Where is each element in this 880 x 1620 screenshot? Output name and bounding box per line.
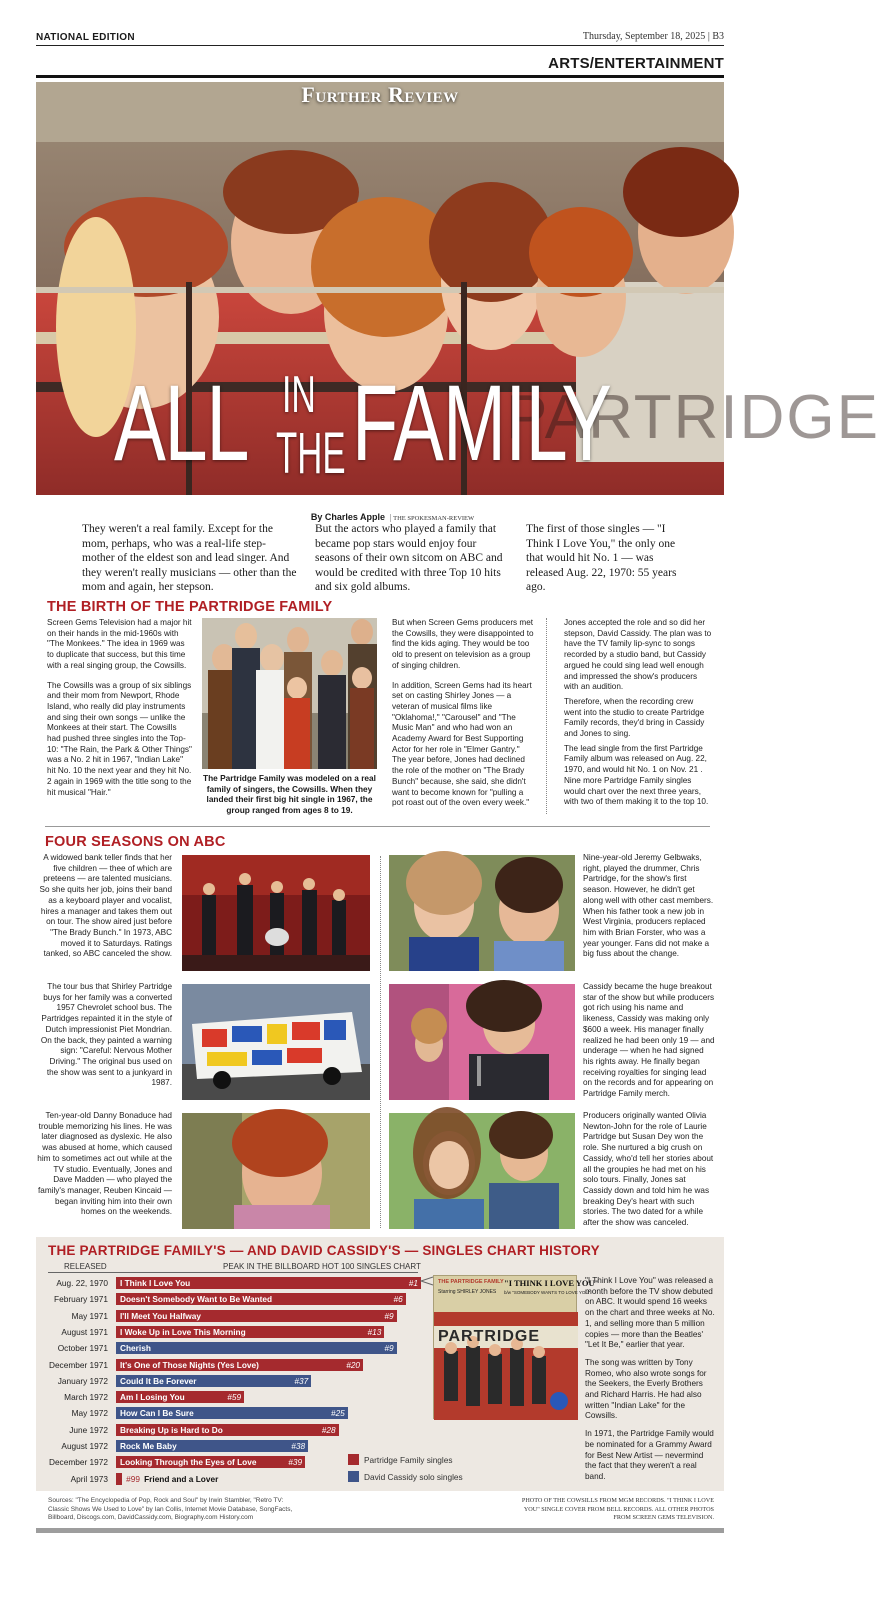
david-cassidy-photo: [389, 984, 575, 1100]
chart-row-date: April 1973: [70, 1473, 108, 1484]
chart-bar-rank: #37: [294, 1375, 309, 1386]
birth-col-2: [392, 618, 534, 818]
chart-bar: [116, 1293, 406, 1305]
chart-bar: [116, 1342, 397, 1354]
chart-bar-title: How Can I Be Sure: [120, 1408, 194, 1419]
sleeve-song: "I THINK I LOVE YOU": [504, 1278, 600, 1288]
cowsills-photo: [202, 618, 377, 769]
chart-bar: [116, 1473, 219, 1485]
chart-note-3: In 1971, the Partridge Family would be nominated for a Grammy Award for Best New Artist — nevermind the fact that they weren't a real band.: [585, 1429, 714, 1481]
chart-row-date: December 1971: [48, 1359, 108, 1370]
chart-bar-title: Looking Through the Eyes of Love: [120, 1457, 257, 1468]
legend-pf-swatch: [348, 1454, 359, 1465]
sources: Sources: "The Encyclopedia of Pop, Rock and Soul" by Irwin Stambler, "Retro TV: Classic Shows We Used to Love" by Ian Collis, Internet Movie Database, SongFacts, Billboard, Discogs.com, DavidCassidy.com, Biography.com History.com: [48, 1497, 293, 1522]
bus-lettering: PARTRIDGE: [506, 383, 880, 452]
sleeve-bus-lettering: PARTRIDGE: [438, 1328, 541, 1345]
record-sleeve: [433, 1275, 600, 1419]
sleeve-band: THE PARTRIDGE FAMILY: [438, 1279, 504, 1285]
chart-row-date: June 1972: [69, 1424, 108, 1435]
season-blurb-left-2: The tour bus that Shirley Partridge buys for her family was a converted 1957 Chevrolet school bus. The Partridges repainted it in the style of Dutch impressionist Piet Mondrian. On the back, they painted a warning sign: "Careful: Nervous Mother Driving." The original bus used on the show was sent to a junkyard in 1987.: [40, 982, 172, 1088]
chart-bar-rank: #59: [227, 1392, 242, 1403]
chart-bar-rank: #39: [288, 1457, 303, 1468]
birth-col-3: [564, 618, 712, 817]
dateline: [583, 31, 724, 42]
season-blurb-left-1: A widowed bank teller finds that her five children — thee of which are preteens — are talented musicians. So she quits her job, joins their band as a keyboard player and vocalist, hires a manager and takes them out on tour. The show aired just before "The Brady Bunch." In 1973, ABC moved it to Saturdays. Ratings tanked, so ABC canceled the show.: [39, 853, 172, 959]
chart-note-1: "I Think I Love You" was released a month before the TV show debuted on ABC. It would spend 16 weeks on the chart and three weeks at No. 1, and selling more than 5 million copies — more than the Beatles' "Let It Be," earlier that year.: [585, 1276, 715, 1350]
seasons-col-divider: [380, 856, 381, 1228]
chart-row-date: January 1972: [57, 1375, 108, 1386]
chart-col-released: RELEASED: [64, 1262, 107, 1271]
chart-bar: [116, 1456, 305, 1468]
chart-bar-title: Could It Be Forever: [120, 1375, 197, 1386]
headline-family: FAMILY: [352, 362, 612, 483]
chart-row: [36, 1358, 456, 1372]
chart-row-date: August 1972: [61, 1441, 108, 1451]
legend-pf-label: Partridge Family singles: [364, 1455, 453, 1465]
birth-col-1-p1: Screen Gems Television had a major hit on their hands in the mid-1960s with "The Monkees." The idea in 1969 was to duplicate that success, but this time with a real singing group, the Cowsills.: [47, 618, 192, 670]
chart-bar-rank: #13: [367, 1326, 382, 1337]
headline-the: THE: [276, 421, 346, 486]
photo-credits: PHOTO OF THE COWSILLS FROM MGM RECORDS. "I THINK I LOVE YOU" SINGLE COVER FROM BELL RECORDS. ALL OTHER PHOTOS FROM SCREEN GEMS TELEVISION.: [521, 1497, 714, 1522]
legend-dc-swatch: [348, 1471, 359, 1482]
chart-bar-title: It's One of Those Nights (Yes Love): [120, 1359, 259, 1370]
birth-col-1: [47, 618, 192, 807]
page-number: B3: [712, 31, 724, 42]
chart-bar-title: Breaking Up is Hard to Do: [120, 1424, 223, 1435]
chart-row: [36, 1406, 456, 1420]
hero-photo: [36, 82, 880, 495]
hero-headline: [36, 347, 724, 495]
chart-row-date: May 1971: [71, 1310, 108, 1321]
cowsills-caption: The Partridge Family was modeled on a real family of singers, the Cowsills. When they landed their first big hit single in 1967, the group ranged from ages 8 to 19.: [203, 773, 376, 815]
chart-bar: [116, 1407, 348, 1419]
edition-label: NATIONAL EDITION: [36, 32, 135, 43]
chart-bar-title: Rock Me Baby: [120, 1441, 177, 1451]
headline-in: IN: [282, 366, 316, 424]
hero-kicker: Further Review: [301, 82, 459, 107]
chart-bar-rank: #99: [126, 1473, 140, 1484]
chart-bar: [116, 1391, 244, 1403]
chart-row-date: October 1971: [57, 1343, 108, 1354]
chart-row: [36, 1292, 456, 1306]
chart-bar-title: I'll Meet You Halfway: [120, 1310, 201, 1321]
season-blurb-left-3: Ten-year-old Danny Bonaduce had trouble memorizing his lines. He was later diagnosed as dyslexic. He also was abused at home, which caused him to sometimes act out while at the TV studio. Eventually, Jones and Dave Madden — who played the family's manager, Reuben Kincaid — began inviting him into their own homes on the weekends.: [37, 1111, 172, 1217]
chart-bar-title: I Woke Up in Love This Morning: [120, 1326, 246, 1337]
chart-row: [36, 1374, 456, 1388]
chart-bar-rank: #20: [346, 1359, 361, 1370]
byline-sep: |: [389, 513, 394, 522]
danny-bonaduce-photo: [182, 1113, 370, 1229]
chart-bar-title: Am I Losing You: [120, 1392, 185, 1403]
dateline-sep: |: [707, 31, 713, 42]
chart-bar: [116, 1440, 308, 1452]
sleeve-starring: Starring SHIRLEY JONES: [438, 1289, 497, 1295]
birth-col-divider: [546, 618, 547, 814]
byline-outlet: THE SPOKESMAN-REVIEW: [393, 515, 475, 522]
birth-col-2-p1: But when Screen Gems producers met the Cowsills, they were disappointed to find the kids aging. They would be too old to present on television as a group of singing children.: [392, 618, 534, 670]
intro-col-3: The first of those singles — "I Think I Love You," the only one that would hit No. 1 — was released Aug. 22, 1970: 55 years ago.: [526, 523, 677, 593]
birth-bottom-rule: [45, 826, 710, 827]
chart-row: [36, 1309, 456, 1323]
sleeve-pointer: [417, 1275, 435, 1287]
chart-bar-rank: #6: [393, 1294, 403, 1305]
section-title: ARTS/ENTERTAINMENT: [548, 55, 724, 72]
chart-row: [36, 1439, 456, 1453]
chart-bar-title: I Think I Love You: [120, 1278, 191, 1288]
intro-col-1: They weren't a real family. Except for the mom, perhaps, who was a real-life step-mother of the eldest son and lead singer. And they weren't really musicians — other than the mom and again, her stepson.: [82, 523, 297, 593]
chart-bar-rank: #9: [384, 1310, 394, 1321]
chart-notes: [585, 1276, 715, 1490]
chart-bar: [116, 1424, 339, 1436]
sleeve-flip: b/w "SOMEBODY WANTS TO LOVE YOU": [504, 1290, 591, 1295]
chart-row: [36, 1423, 456, 1437]
chart-bar-rank: #1: [408, 1278, 418, 1288]
chart-bar-title: Friend and a Lover: [144, 1473, 219, 1484]
jeremy-gelbwaks-photo: [389, 855, 575, 971]
tour-bus-photo: [182, 984, 370, 1100]
chart-bar-rank: #28: [321, 1424, 336, 1435]
masthead-rule: [36, 45, 724, 46]
chart-bar-rank: #38: [291, 1441, 306, 1451]
byline-author: By Charles Apple: [310, 512, 386, 522]
chart-bar-title: Doesn't Somebody Want to Be Wanted: [120, 1294, 273, 1305]
susan-dey-photo: [389, 1113, 575, 1229]
chart-bar-rank: #9: [384, 1343, 394, 1354]
chart-bar: [116, 1326, 384, 1338]
chart-bar-rank: #25: [330, 1408, 345, 1419]
chart-row: [36, 1325, 456, 1339]
intro-col-2: But the actors who played a family that became pop stars would enjoy four seasons of their own sitcom on ABC and would be credited with three Top 10 hits and six gold albums.: [315, 523, 503, 593]
birth-col-2-p2: In addition, Screen Gems had its heart set on casting Shirley Jones — a veteran of musical films like "Oklahoma!," "Carousel" and "The Music Man" and who had won an Academy Award for Best Supporting Actor for her role in "Elmer Gantry." The year before, Jones had declined the role of the mother on "The Brady Bunch" because, she said, she didn't want to become known for "pulling a pot roast out of the oven every week.": [392, 680, 532, 808]
issue-date: Thursday, September 18, 2025: [582, 31, 706, 42]
chart-row: [36, 1390, 456, 1404]
section-rule: [36, 75, 724, 78]
chart-row-date: March 1972: [64, 1392, 108, 1403]
birth-section-title: THE BIRTH OF THE PARTRIDGE FAMILY: [47, 599, 333, 615]
season-blurb-right-2: Cassidy became the huge breakout star of the show but while producers got rich using his name and likeness, Cassidy was making only $600 a week. His manager finally realized he had been only 19 — and underage — when he had signed his rights away. He finally began receiving royalties for singing lead on the records and for appearing on Partridge Family merch.: [583, 982, 715, 1099]
season-blurb-right-3: Producers originally wanted Olivia Newton-John for the role of Laurie Partridge but Susan Dey won the role. She nurtured a big crush on Cassidy, who'd tell her stories about all the groupies he had met on his solo tours. Finally, Jones sat Cassidy down and told him he was breaking Dey's heart with such stories. The two dated for a while after the show was canceled.: [583, 1111, 714, 1228]
chart-row-date: August 1971: [61, 1326, 108, 1337]
legend-dc-label: David Cassidy solo singles: [364, 1472, 463, 1482]
chart-bar: [116, 1375, 311, 1387]
chart-row-date: Aug. 22, 1970: [56, 1278, 108, 1288]
chart-bar-title: Cherish: [120, 1343, 151, 1354]
band-stage-photo: [182, 855, 370, 971]
birth-col-1-p2: The Cowsills was a group of six siblings and their mom from Newport, Rhode Island, who really did play instruments and sing their own songs — unlike the Monkees at their start. The Cowsills had pushed three singles into the Top-10: "The Rain, the Park & Other Things" was a No. 2 hit in 1967, "Indian Lake" hit No. 10 the next year and they hit No. 2 again in 1969 with the title song to the hit musical "Hair.": [47, 680, 192, 797]
birth-col-3-p3: The lead single from the first Partridge Family album was released on Aug. 22, 1970, and would hit No. 1 on Nov. 21 . Nine more Partridge Family singles would chart over the next three years, with two of them making it to the top 10.: [564, 743, 709, 807]
chart-bar: [116, 1310, 397, 1322]
chart-row: [36, 1341, 456, 1355]
seasons-section-title: FOUR SEASONS ON ABC: [45, 834, 226, 850]
chart-bar: [116, 1359, 363, 1371]
chart-header-rule: [48, 1272, 418, 1273]
birth-col-3-p1: Jones accepted the role and so did her stepson, David Cassidy. The plan was to have the TV family lip-sync to songs recorded by a studio band, but Cassidy argued he could sing lead well enough and impressed the show's producers with an audition.: [564, 618, 712, 692]
chart-row: [36, 1276, 456, 1290]
chart-col-peak: PEAK IN THE BILLBOARD HOT 100 SINGLES CHART: [223, 1262, 421, 1271]
headline-all: ALL: [114, 362, 249, 483]
chart-section-title: THE PARTRIDGE FAMILY'S — AND DAVID CASSIDY'S — SINGLES CHART HISTORY: [48, 1243, 600, 1258]
chart-bar: [116, 1277, 421, 1289]
chart-row-date: December 1972: [48, 1457, 108, 1468]
footer-bar: [36, 1528, 724, 1533]
chart-row-date: February 1971: [54, 1294, 108, 1305]
chart-note-2: The song was written by Tony Romeo, who also wrote songs for the Seekers, the Everly Brothers and Richard Harris. He had also written "Indian Lake" for the Cowsills.: [585, 1357, 707, 1421]
season-blurb-right-1: Nine-year-old Jeremy Gelbwaks, right, played the drummer, Chris Partridge, for the show's first season. However, he didn't get along well with other cast members. When his father took a new job in West Virginia, producers replaced him with Brian Forster, who was a year younger. Fans did not make a big fuss about the change.: [583, 853, 714, 959]
birth-col-3-p2: Therefore, when the recording crew went into the studio to create Partridge Family records, they'd bring in Cassidy and Jones to sing.: [564, 696, 705, 739]
chart-row-date: May 1972: [71, 1408, 108, 1419]
